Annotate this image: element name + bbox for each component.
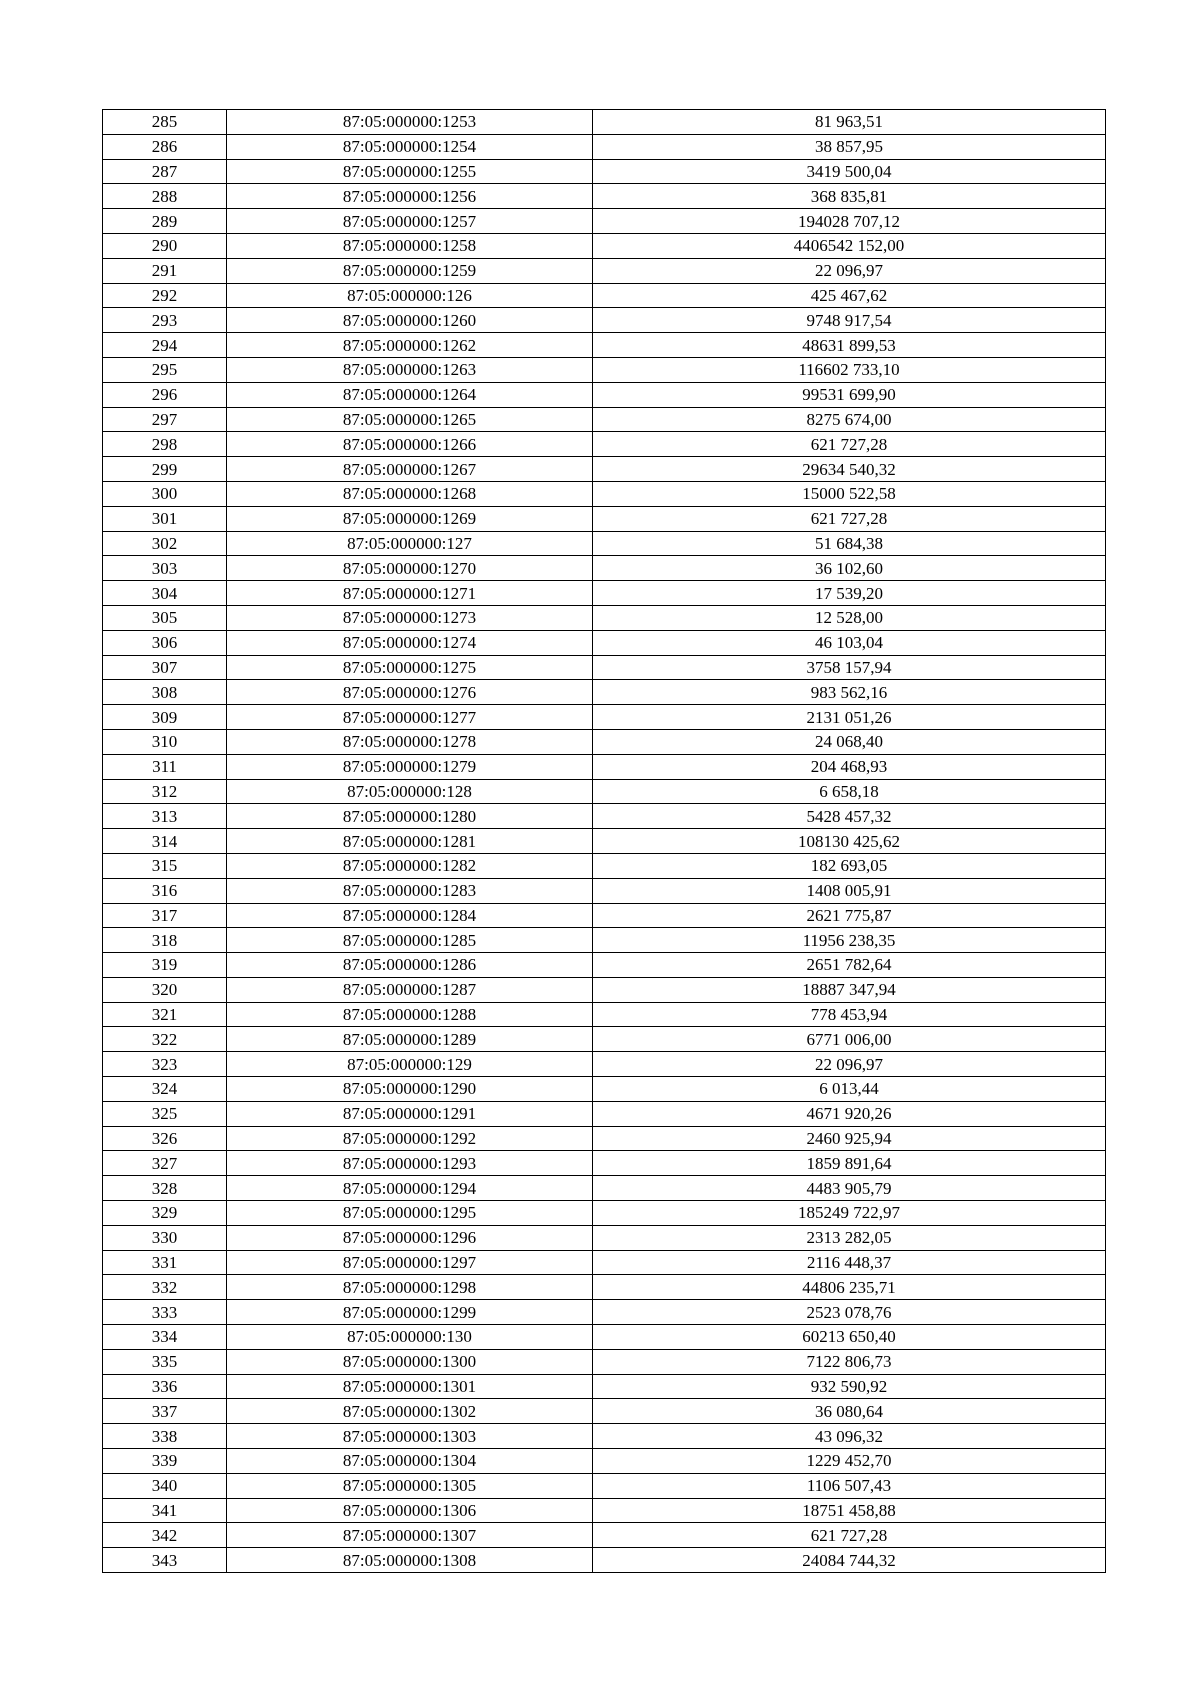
cadastral-number-cell: 87:05:000000:1274 [227,630,593,655]
cadastral-value-cell: 778 453,94 [593,1002,1106,1027]
cadastral-number-cell: 87:05:000000:1257 [227,209,593,234]
cadastral-value-cell: 368 835,81 [593,184,1106,209]
table-row [103,977,1106,1002]
row-number-cell: 297 [103,407,227,432]
cadastral-number-cell: 87:05:000000:1260 [227,308,593,333]
row-number-cell: 334 [103,1325,227,1350]
row-number-cell: 328 [103,1176,227,1201]
row-number-cell: 310 [103,729,227,754]
cadastral-number-cell: 87:05:000000:1286 [227,953,593,978]
cadastral-value-cell: 2116 448,37 [593,1250,1106,1275]
cadastral-value-cell: 194028 707,12 [593,209,1106,234]
cadastral-number-cell: 87:05:000000:1282 [227,853,593,878]
cadastral-number-cell: 87:05:000000:1308 [227,1548,593,1573]
cadastral-number-cell: 87:05:000000:1298 [227,1275,593,1300]
cadastral-value-cell: 24 068,40 [593,729,1106,754]
row-number-cell: 338 [103,1424,227,1449]
table-row [103,1027,1106,1052]
table-row [103,556,1106,581]
cadastral-value-cell: 5428 457,32 [593,804,1106,829]
cadastral-value-cell: 36 080,64 [593,1399,1106,1424]
cadastral-number-cell: 87:05:000000:1264 [227,382,593,407]
row-number-cell: 340 [103,1473,227,1498]
cadastral-value-table [102,109,1106,1573]
row-number-cell: 303 [103,556,227,581]
cadastral-value-cell: 38 857,95 [593,134,1106,159]
row-number-cell: 333 [103,1300,227,1325]
table-row [103,432,1106,457]
table-row [103,1498,1106,1523]
row-number-cell: 306 [103,630,227,655]
row-number-cell: 331 [103,1250,227,1275]
cadastral-value-cell: 621 727,28 [593,432,1106,457]
row-number-cell: 311 [103,754,227,779]
row-number-cell: 288 [103,184,227,209]
table-row [103,680,1106,705]
cadastral-number-cell: 87:05:000000:1294 [227,1176,593,1201]
row-number-cell: 319 [103,953,227,978]
table-row [103,134,1106,159]
cadastral-value-cell: 4671 920,26 [593,1101,1106,1126]
cadastral-number-cell: 87:05:000000:1301 [227,1374,593,1399]
cadastral-number-cell: 87:05:000000:1287 [227,977,593,1002]
table-row [103,754,1106,779]
table-row [103,630,1106,655]
row-number-cell: 307 [103,655,227,680]
cadastral-number-cell: 87:05:000000:1265 [227,407,593,432]
cadastral-number-cell: 87:05:000000:1277 [227,705,593,730]
cadastral-number-cell: 87:05:000000:1263 [227,357,593,382]
cadastral-value-cell: 425 467,62 [593,283,1106,308]
cadastral-value-cell: 46 103,04 [593,630,1106,655]
row-number-cell: 305 [103,605,227,630]
table-row [103,159,1106,184]
row-number-cell: 301 [103,506,227,531]
row-number-cell: 286 [103,134,227,159]
cadastral-number-cell: 87:05:000000:1293 [227,1151,593,1176]
table-row [103,382,1106,407]
table-row [103,481,1106,506]
cadastral-number-cell: 87:05:000000:1275 [227,655,593,680]
table-row [103,779,1106,804]
cadastral-value-cell: 99531 699,90 [593,382,1106,407]
row-number-cell: 289 [103,209,227,234]
table-row [103,110,1106,135]
cadastral-number-cell: 87:05:000000:1283 [227,878,593,903]
cadastral-value-cell: 932 590,92 [593,1374,1106,1399]
cadastral-number-cell: 87:05:000000:1302 [227,1399,593,1424]
cadastral-value-cell: 36 102,60 [593,556,1106,581]
cadastral-value-cell: 29634 540,32 [593,457,1106,482]
cadastral-number-cell: 87:05:000000:1296 [227,1225,593,1250]
cadastral-value-cell: 8275 674,00 [593,407,1106,432]
table-row [103,953,1106,978]
cadastral-value-cell: 60213 650,40 [593,1325,1106,1350]
cadastral-number-cell: 87:05:000000:1273 [227,605,593,630]
cadastral-value-cell: 18751 458,88 [593,1498,1106,1523]
table-row [103,333,1106,358]
cadastral-number-cell: 87:05:000000:1253 [227,110,593,135]
cadastral-number-cell: 87:05:000000:1291 [227,1101,593,1126]
cadastral-value-cell: 4406542 152,00 [593,233,1106,258]
cadastral-value-cell: 51 684,38 [593,531,1106,556]
cadastral-number-cell: 87:05:000000:1281 [227,829,593,854]
cadastral-number-cell: 87:05:000000:1267 [227,457,593,482]
cadastral-value-cell: 9748 917,54 [593,308,1106,333]
row-number-cell: 341 [103,1498,227,1523]
row-number-cell: 342 [103,1523,227,1548]
row-number-cell: 298 [103,432,227,457]
table-row [103,1374,1106,1399]
cadastral-number-cell: 87:05:000000:1258 [227,233,593,258]
table-row [103,903,1106,928]
cadastral-number-cell: 87:05:000000:1295 [227,1201,593,1226]
row-number-cell: 293 [103,308,227,333]
cadastral-value-cell: 1408 005,91 [593,878,1106,903]
row-number-cell: 336 [103,1374,227,1399]
row-number-cell: 325 [103,1101,227,1126]
cadastral-value-cell: 6771 006,00 [593,1027,1106,1052]
cadastral-number-cell: 87:05:000000:1280 [227,804,593,829]
row-number-cell: 343 [103,1548,227,1573]
cadastral-value-cell: 983 562,16 [593,680,1106,705]
table-row [103,308,1106,333]
cadastral-number-cell: 87:05:000000:1284 [227,903,593,928]
table-row [103,605,1106,630]
row-number-cell: 322 [103,1027,227,1052]
cadastral-value-cell: 2621 775,87 [593,903,1106,928]
cadastral-value-cell: 43 096,32 [593,1424,1106,1449]
row-number-cell: 300 [103,481,227,506]
table-body [103,110,1106,1573]
row-number-cell: 327 [103,1151,227,1176]
table-row [103,1523,1106,1548]
cadastral-value-cell: 22 096,97 [593,258,1106,283]
cadastral-value-cell: 22 096,97 [593,1052,1106,1077]
table-row [103,1201,1106,1226]
row-number-cell: 296 [103,382,227,407]
cadastral-value-cell: 6 658,18 [593,779,1106,804]
row-number-cell: 317 [103,903,227,928]
table-row [103,283,1106,308]
cadastral-value-cell: 1229 452,70 [593,1449,1106,1474]
row-number-cell: 287 [103,159,227,184]
table-row [103,878,1106,903]
table-row [103,1126,1106,1151]
cadastral-value-cell: 48631 899,53 [593,333,1106,358]
cadastral-value-cell: 17 539,20 [593,581,1106,606]
table-row [103,258,1106,283]
cadastral-number-cell: 87:05:000000:1266 [227,432,593,457]
table-row [103,1473,1106,1498]
cadastral-value-cell: 81 963,51 [593,110,1106,135]
row-number-cell: 290 [103,233,227,258]
cadastral-number-cell: 87:05:000000:1300 [227,1349,593,1374]
table-row [103,233,1106,258]
cadastral-number-cell: 87:05:000000:1256 [227,184,593,209]
table-row [103,1225,1106,1250]
cadastral-value-cell: 1859 891,64 [593,1151,1106,1176]
row-number-cell: 285 [103,110,227,135]
table-row [103,853,1106,878]
row-number-cell: 291 [103,258,227,283]
table-row [103,1002,1106,1027]
row-number-cell: 304 [103,581,227,606]
table-row [103,357,1106,382]
table-row [103,184,1106,209]
cadastral-value-cell: 185249 722,97 [593,1201,1106,1226]
table-row [103,729,1106,754]
row-number-cell: 309 [103,705,227,730]
table-row [103,1548,1106,1573]
cadastral-number-cell: 87:05:000000:127 [227,531,593,556]
cadastral-value-cell: 7122 806,73 [593,1349,1106,1374]
row-number-cell: 332 [103,1275,227,1300]
cadastral-value-cell: 11956 238,35 [593,928,1106,953]
cadastral-number-cell: 87:05:000000:1268 [227,481,593,506]
cadastral-value-cell: 24084 744,32 [593,1548,1106,1573]
row-number-cell: 308 [103,680,227,705]
table-row [103,1325,1106,1350]
table-row [103,407,1106,432]
cadastral-number-cell: 87:05:000000:1290 [227,1077,593,1102]
row-number-cell: 295 [103,357,227,382]
table-row [103,1176,1106,1201]
row-number-cell: 324 [103,1077,227,1102]
row-number-cell: 302 [103,531,227,556]
table-row [103,1101,1106,1126]
table-row [103,655,1106,680]
cadastral-number-cell: 87:05:000000:1254 [227,134,593,159]
cadastral-number-cell: 87:05:000000:1271 [227,581,593,606]
cadastral-value-cell: 44806 235,71 [593,1275,1106,1300]
table-row [103,581,1106,606]
row-number-cell: 337 [103,1399,227,1424]
cadastral-value-cell: 2651 782,64 [593,953,1106,978]
cadastral-number-cell: 87:05:000000:1278 [227,729,593,754]
table-row [103,1399,1106,1424]
row-number-cell: 313 [103,804,227,829]
cadastral-number-cell: 87:05:000000:1285 [227,928,593,953]
row-number-cell: 320 [103,977,227,1002]
row-number-cell: 314 [103,829,227,854]
cadastral-number-cell: 87:05:000000:1262 [227,333,593,358]
table-row [103,1424,1106,1449]
row-number-cell: 329 [103,1201,227,1226]
row-number-cell: 330 [103,1225,227,1250]
cadastral-number-cell: 87:05:000000:129 [227,1052,593,1077]
cadastral-number-cell: 87:05:000000:126 [227,283,593,308]
cadastral-value-cell: 3419 500,04 [593,159,1106,184]
cadastral-number-cell: 87:05:000000:1289 [227,1027,593,1052]
cadastral-value-cell: 621 727,28 [593,1523,1106,1548]
cadastral-number-cell: 87:05:000000:1307 [227,1523,593,1548]
cadastral-number-cell: 87:05:000000:1306 [227,1498,593,1523]
cadastral-number-cell: 87:05:000000:1297 [227,1250,593,1275]
cadastral-value-cell: 2131 051,26 [593,705,1106,730]
cadastral-value-cell: 4483 905,79 [593,1176,1106,1201]
cadastral-number-cell: 87:05:000000:130 [227,1325,593,1350]
cadastral-number-cell: 87:05:000000:1304 [227,1449,593,1474]
row-number-cell: 315 [103,853,227,878]
cadastral-number-cell: 87:05:000000:1279 [227,754,593,779]
cadastral-number-cell: 87:05:000000:1303 [227,1424,593,1449]
table-row [103,1077,1106,1102]
table-row [103,1052,1106,1077]
table-row [103,209,1106,234]
table-row [103,1151,1106,1176]
cadastral-number-cell: 87:05:000000:1276 [227,680,593,705]
cadastral-value-cell: 6 013,44 [593,1077,1106,1102]
table-row [103,457,1106,482]
table-row [103,1449,1106,1474]
cadastral-number-cell: 87:05:000000:1299 [227,1300,593,1325]
row-number-cell: 312 [103,779,227,804]
cadastral-value-cell: 204 468,93 [593,754,1106,779]
cadastral-number-cell: 87:05:000000:1288 [227,1002,593,1027]
cadastral-value-cell: 15000 522,58 [593,481,1106,506]
cadastral-value-cell: 182 693,05 [593,853,1106,878]
table-row [103,804,1106,829]
row-number-cell: 339 [103,1449,227,1474]
table-row [103,531,1106,556]
row-number-cell: 292 [103,283,227,308]
table-row [103,1275,1106,1300]
cadastral-value-cell: 116602 733,10 [593,357,1106,382]
table-row [103,1349,1106,1374]
table-row [103,506,1106,531]
row-number-cell: 299 [103,457,227,482]
table-row [103,1300,1106,1325]
table-row [103,1250,1106,1275]
table-row [103,705,1106,730]
cadastral-number-cell: 87:05:000000:1292 [227,1126,593,1151]
row-number-cell: 335 [103,1349,227,1374]
row-number-cell: 321 [103,1002,227,1027]
row-number-cell: 294 [103,333,227,358]
row-number-cell: 323 [103,1052,227,1077]
table-row [103,829,1106,854]
cadastral-value-cell: 3758 157,94 [593,655,1106,680]
cadastral-value-cell: 108130 425,62 [593,829,1106,854]
cadastral-number-cell: 87:05:000000:1255 [227,159,593,184]
cadastral-number-cell: 87:05:000000:1270 [227,556,593,581]
cadastral-value-cell: 2460 925,94 [593,1126,1106,1151]
row-number-cell: 316 [103,878,227,903]
cadastral-value-cell: 1106 507,43 [593,1473,1106,1498]
cadastral-value-cell: 2523 078,76 [593,1300,1106,1325]
cadastral-number-cell: 87:05:000000:1305 [227,1473,593,1498]
table-row [103,928,1106,953]
cadastral-number-cell: 87:05:000000:1269 [227,506,593,531]
cadastral-number-cell: 87:05:000000:1259 [227,258,593,283]
cadastral-value-cell: 621 727,28 [593,506,1106,531]
cadastral-value-cell: 2313 282,05 [593,1225,1106,1250]
row-number-cell: 318 [103,928,227,953]
cadastral-number-cell: 87:05:000000:128 [227,779,593,804]
cadastral-value-cell: 18887 347,94 [593,977,1106,1002]
row-number-cell: 326 [103,1126,227,1151]
cadastral-value-cell: 12 528,00 [593,605,1106,630]
